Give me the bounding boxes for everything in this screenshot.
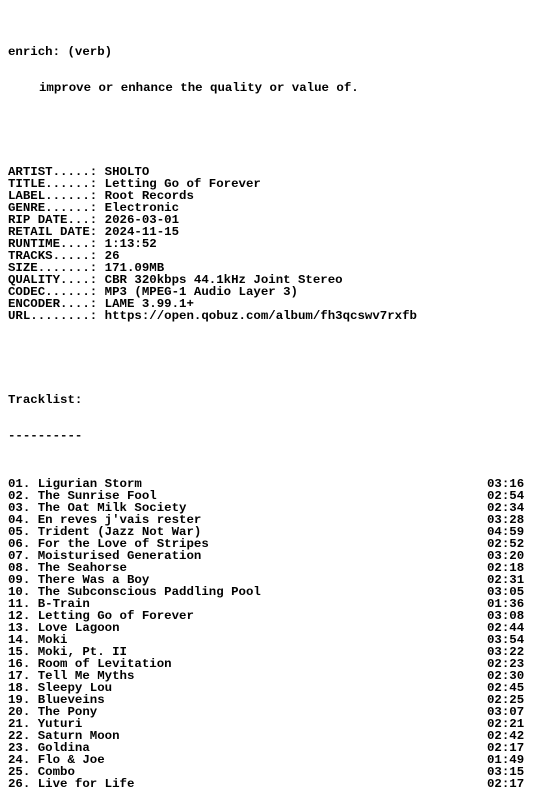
info-value: 171.09MB [104,261,165,275]
info-value: CBR 320kbps 44.1kHz Joint Stereo [104,273,343,287]
info-label: CODEC......: [8,285,105,299]
track-title: 26. Live for Life [8,777,135,791]
track-duration: 01:49 [487,753,525,767]
info-label: TRACKS.....: [8,249,105,263]
info-value: SHOLTO [104,165,150,179]
track-duration: 02:23 [487,657,525,671]
track-duration: 03:07 [487,705,525,719]
track-duration: 03:15 [487,765,525,779]
track-duration: 02:31 [487,573,525,587]
definition-meaning: improve or enhance the quality or value of. [39,81,359,95]
track-duration: 03:20 [487,549,525,563]
track-duration: 02:18 [487,561,525,575]
info-label: LABEL......: [8,189,105,203]
track-title: 04. En reves j'vais rester [8,513,202,527]
track-duration: 02:54 [487,489,525,503]
info-value: https://open.qobuz.com/album/fh3qcswv7rxfb [104,309,417,323]
track-duration: 02:17 [487,777,525,791]
tracklist-underline: ---------- [8,429,83,443]
track-duration: 04:59 [487,525,525,539]
info-label: URL........: [8,309,105,323]
info-label: TITLE......: [8,177,105,191]
track-title: 23. Goldina [8,741,90,755]
track-title: 21. Yuturi [8,717,83,731]
track-title: 16. Room of Levitation [8,657,172,671]
info-value: LAME 3.99.1+ [104,297,194,311]
info-label: QUALITY....: [8,273,105,287]
track-duration: 03:54 [487,633,525,647]
track-title: 22. Saturn Moon [8,729,120,743]
info-label: SIZE.......: [8,261,105,275]
info-value: MP3 (MPEG-1 Audio Layer 3) [104,285,298,299]
track-title: 09. There Was a Boy [8,573,150,587]
tracklist [8,478,528,790]
info-value: 2026-03-01 [104,213,180,227]
track-row [8,754,528,766]
info-label: RIP DATE...: [8,213,105,227]
track-title: 18. Sleepy Lou [8,681,113,695]
track-title: 12. Letting Go of Forever [8,609,194,623]
track-duration: 02:45 [487,681,525,695]
track-duration: 02:17 [487,741,525,755]
track-title: 24. Flo & Joe [8,753,105,767]
info-value: 2024-11-15 [104,225,180,239]
info-row [8,310,528,322]
track-duration: 02:25 [487,693,525,707]
track-title: 19. Blueveins [8,693,105,707]
track-title: 05. Trident (Jazz Not War) [8,525,202,539]
info-value: Root Records [104,189,194,203]
track-title: 07. Moisturised Generation [8,549,202,563]
info-label: RETAIL DATE: [8,225,105,239]
info-label: ENCODER....: [8,297,105,311]
track-title: 17. Tell Me Myths [8,669,135,683]
track-row [8,622,528,634]
release-info [8,166,528,322]
track-title: 10. The Subconscious Paddling Pool [8,585,261,599]
info-value: 1:13:52 [104,237,157,251]
track-title: 14. Moki [8,633,68,647]
track-duration: 02:34 [487,501,525,515]
track-row [8,778,528,790]
spacer [8,118,528,130]
track-duration: 02:21 [487,717,525,731]
info-value: Letting Go of Forever [104,177,261,191]
track-title: 20. The Pony [8,705,98,719]
tracklist-heading: Tracklist: [8,393,83,407]
info-label: RUNTIME....: [8,237,105,251]
track-title: 08. The Seahorse [8,561,127,575]
info-label: GENRE......: [8,201,105,215]
spacer [8,358,528,370]
track-duration: 01:36 [487,597,525,611]
track-duration: 03:05 [487,585,525,599]
definition-headword: enrich: (verb) [8,45,113,59]
track-title: 01. Ligurian Storm [8,477,142,491]
track-duration: 02:30 [487,669,525,683]
track-duration: 02:42 [487,729,525,743]
info-label: ARTIST.....: [8,165,105,179]
track-row [8,706,528,718]
track-title: 11. B-Train [8,597,90,611]
info-value: 26 [104,249,120,263]
track-duration: 03:08 [487,609,525,623]
track-title: 25. Combo [8,765,75,779]
info-value: Electronic [104,201,180,215]
track-title: 03. The Oat Milk Society [8,501,187,515]
nfo-document [8,22,528,802]
track-duration: 03:22 [487,645,525,659]
track-duration: 03:28 [487,513,525,527]
track-title: 02. The Sunrise Fool [8,489,157,503]
track-duration: 02:44 [487,621,525,635]
track-duration: 03:16 [487,477,525,491]
track-title: 13. Love Lagoon [8,621,120,635]
track-title: 06. For the Love of Stripes [8,537,209,551]
track-title: 15. Moki, Pt. II [8,645,127,659]
track-duration: 02:52 [487,537,525,551]
